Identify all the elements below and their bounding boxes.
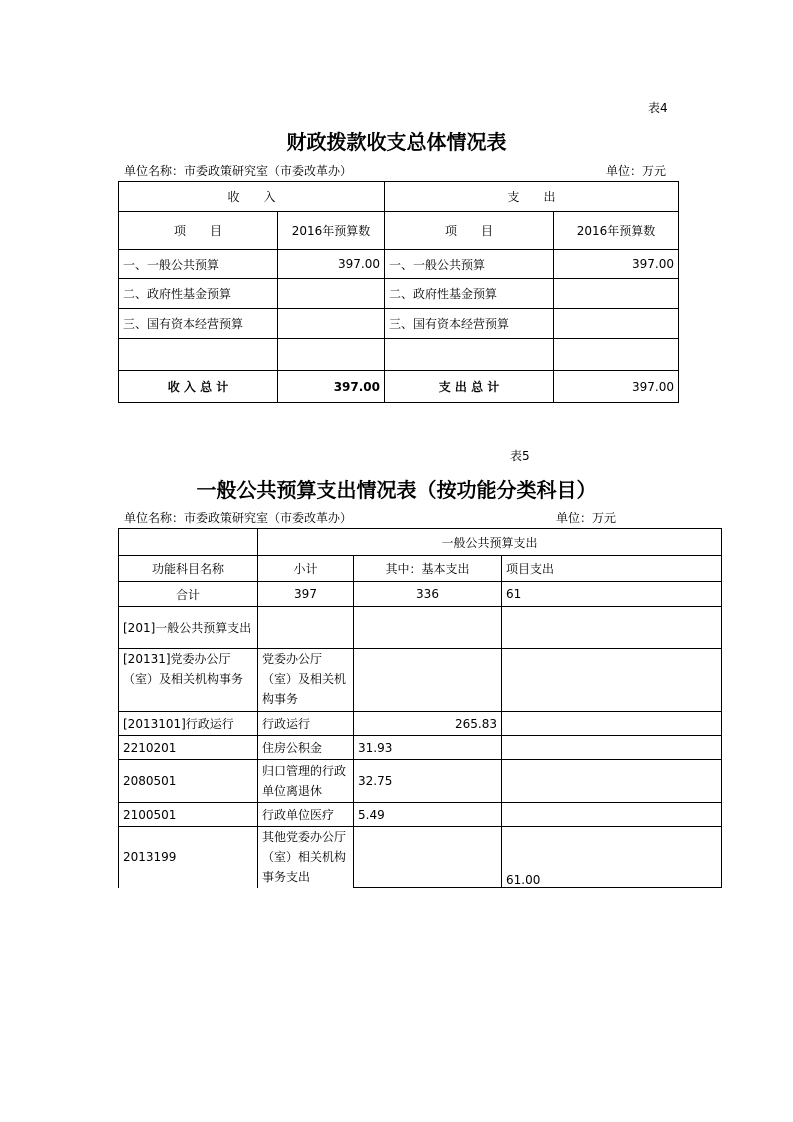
income-value	[278, 339, 385, 371]
table5-title: 一般公共预算支出情况表（按功能分类科目）	[196, 478, 597, 502]
table5-unit-name: 单位名称：市委政策研究室（市委改革办）	[124, 511, 353, 525]
income-item-header: 项 目	[119, 212, 278, 250]
total-row	[119, 371, 679, 403]
expense-total-label: 支 出 总 计	[385, 371, 554, 403]
table4-unit: 单位：万元	[606, 164, 667, 178]
row-subtotal: 行政单位医疗	[258, 803, 354, 827]
row-subtotal: 党委办公厅（室）及相关机构事务	[258, 649, 354, 712]
row-name: 2100501	[119, 803, 258, 827]
row-subtotal: 行政运行	[258, 712, 354, 736]
table4-title: 财政拨款收支总体情况表	[286, 130, 507, 154]
table-row	[119, 250, 679, 279]
row-subtotal: 其他党委办公厅（室）相关机构事务支出	[258, 827, 354, 888]
table5	[118, 528, 722, 888]
table4-tag: 表4	[648, 101, 668, 115]
row-subtotal	[258, 607, 354, 649]
income-value: 397.00	[278, 250, 385, 279]
table-row	[119, 339, 679, 371]
expense-value: 397.00	[554, 250, 679, 279]
income-header: 收 入	[119, 182, 385, 212]
expense-item	[385, 339, 554, 371]
table-row	[119, 827, 722, 888]
total-basic: 336	[354, 582, 502, 607]
total-subtotal: 397	[258, 582, 354, 607]
row-project	[502, 736, 722, 760]
income-total-value: 397.00	[278, 371, 385, 403]
blank-header-cell	[119, 529, 258, 556]
table5-tag: 表5	[510, 449, 530, 463]
row-basic: 32.75	[354, 760, 502, 803]
table-row	[119, 309, 679, 339]
row-name: [20131]党委办公厅（室）及相关机构事务	[119, 649, 258, 712]
expense-total-value: 397.00	[554, 371, 679, 403]
table4	[118, 181, 679, 403]
expense-value	[554, 339, 679, 371]
row-project	[502, 803, 722, 827]
table-row	[119, 736, 722, 760]
row-name: [2013101]行政运行	[119, 712, 258, 736]
row-project	[502, 607, 722, 649]
row-basic: 5.49	[354, 803, 502, 827]
basic-header: 其中：基本支出	[354, 556, 502, 582]
expense-item: 一、一般公共预算	[385, 250, 554, 279]
total-project: 61	[502, 582, 722, 607]
income-item: 二、政府性基金预算	[119, 279, 278, 309]
income-item: 三、国有资本经营预算	[119, 309, 278, 339]
row-basic: 265.83	[354, 712, 502, 736]
expense-value	[554, 309, 679, 339]
row-project: 61.00	[502, 827, 722, 888]
expense-value	[554, 279, 679, 309]
income-value	[278, 309, 385, 339]
expense-header: 支 出	[385, 182, 679, 212]
expense-item: 三、国有资本经营预算	[385, 309, 554, 339]
group-header: 一般公共预算支出	[258, 529, 722, 556]
expense-item: 二、政府性基金预算	[385, 279, 554, 309]
row-subtotal: 归口管理的行政单位离退休	[258, 760, 354, 803]
row-name: [201]一般公共预算支出	[119, 607, 258, 649]
table-row	[119, 712, 722, 736]
income-value	[278, 279, 385, 309]
project-header: 项目支出	[502, 556, 722, 582]
table-row	[119, 760, 722, 803]
row-name: 2013199	[119, 827, 258, 888]
row-basic	[354, 607, 502, 649]
row-name: 2210201	[119, 736, 258, 760]
name-header: 功能科目名称	[119, 556, 258, 582]
expense-budget-header: 2016年预算数	[554, 212, 679, 250]
table-row	[119, 607, 722, 649]
table-row	[119, 279, 679, 309]
row-subtotal: 住房公积金	[258, 736, 354, 760]
subtotal-header: 小计	[258, 556, 354, 582]
row-basic: 31.93	[354, 736, 502, 760]
income-item	[119, 339, 278, 371]
row-project	[502, 760, 722, 803]
table-row	[119, 803, 722, 827]
row-project	[502, 649, 722, 712]
table4-unit-name: 单位名称：市委政策研究室（市委改革办）	[124, 164, 353, 178]
income-budget-header: 2016年预算数	[278, 212, 385, 250]
expense-item-header: 项 目	[385, 212, 554, 250]
income-item: 一、一般公共预算	[119, 250, 278, 279]
row-basic	[354, 649, 502, 712]
income-total-label: 收 入 总 计	[119, 371, 278, 403]
row-basic	[354, 827, 502, 888]
row-project	[502, 712, 722, 736]
table5-unit: 单位：万元	[556, 511, 617, 525]
table-row	[119, 649, 722, 712]
total-row	[119, 582, 722, 607]
total-name: 合计	[119, 582, 258, 607]
row-name: 2080501	[119, 760, 258, 803]
